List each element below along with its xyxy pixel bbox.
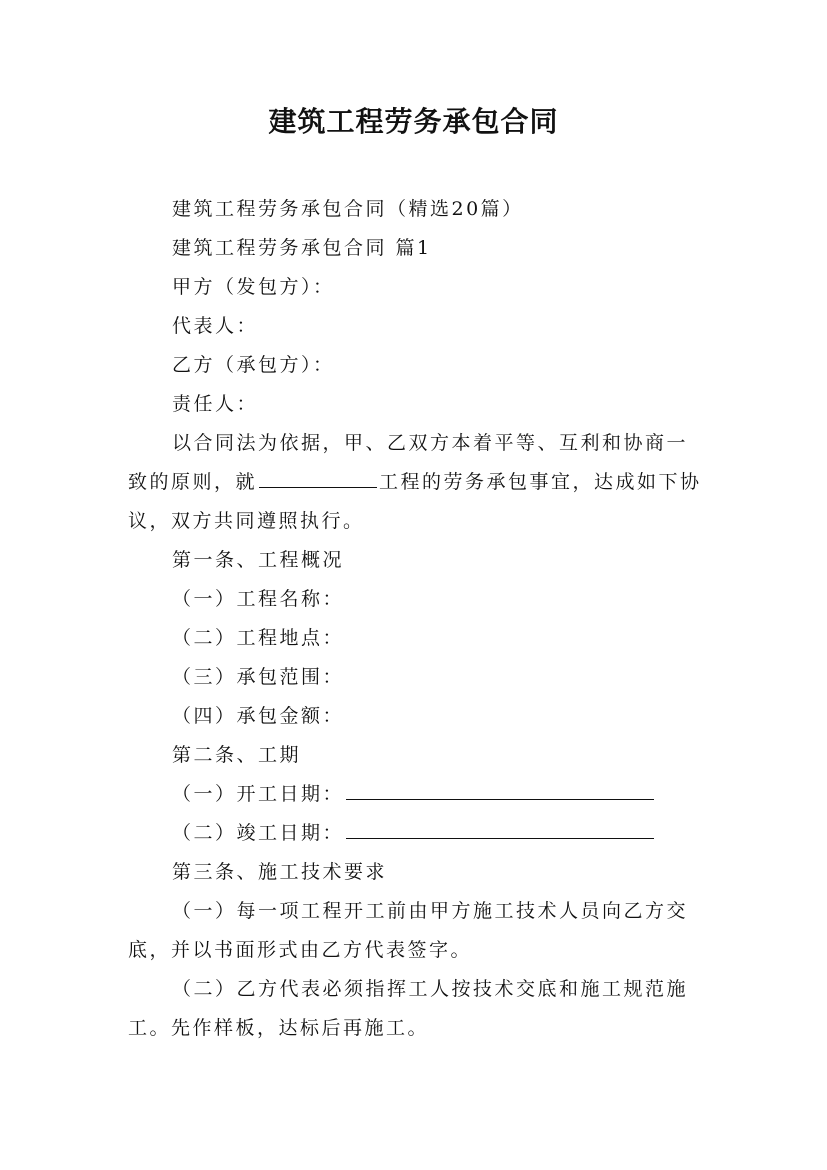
representative-label: 代表人： (172, 315, 259, 337)
project-name-blank (259, 463, 377, 488)
section-heading: 建筑工程劳务承包合同 篇1 (172, 237, 432, 259)
party-b-label: 乙方（承包方）： (172, 354, 335, 376)
end-date-label: （二）竣工日期： (172, 822, 345, 844)
article1-item: （四）承包金额： (172, 705, 345, 727)
end-date-blank (346, 814, 654, 839)
intro-paragraph (128, 424, 708, 541)
document-subtitle: 建筑工程劳务承包合同（精选20篇） (172, 198, 524, 220)
article1-item: （二）工程地点： (172, 627, 345, 649)
article1-item: （三）承包范围： (172, 666, 345, 688)
document-body (128, 190, 708, 1048)
intro-text-before-blank: 以合同法为依据，甲、乙双方本着平等、互利和协商一致的原则，就 (128, 432, 689, 493)
start-date-line (128, 775, 708, 814)
article3-item: （一）每一项工程开工前由甲方施工技术人员向乙方交底，并以书面形式由乙方代表签字。 (128, 900, 689, 961)
start-date-blank (346, 775, 654, 800)
party-a-label: 甲方（发包方）： (172, 276, 335, 298)
intro-text-after-blank: 工程的劳务承包事宜，达成如下协议，双方共同遵照执行。 (128, 471, 702, 532)
article2-heading: 第二条、工期 (172, 744, 302, 766)
document-title: 建筑工程劳务承包合同 (268, 105, 559, 138)
article1-item: （一）工程名称： (172, 588, 345, 610)
start-date-label: （一）开工日期： (172, 783, 345, 805)
article3-heading: 第三条、施工技术要求 (172, 861, 388, 883)
end-date-line (128, 814, 708, 853)
article1-heading: 第一条、工程概况 (172, 549, 345, 571)
responsible-person-label: 责任人： (172, 393, 259, 415)
article3-item: （二）乙方代表必须指挥工人按技术交底和施工规范施工。先作样板，达标后再施工。 (128, 978, 689, 1039)
